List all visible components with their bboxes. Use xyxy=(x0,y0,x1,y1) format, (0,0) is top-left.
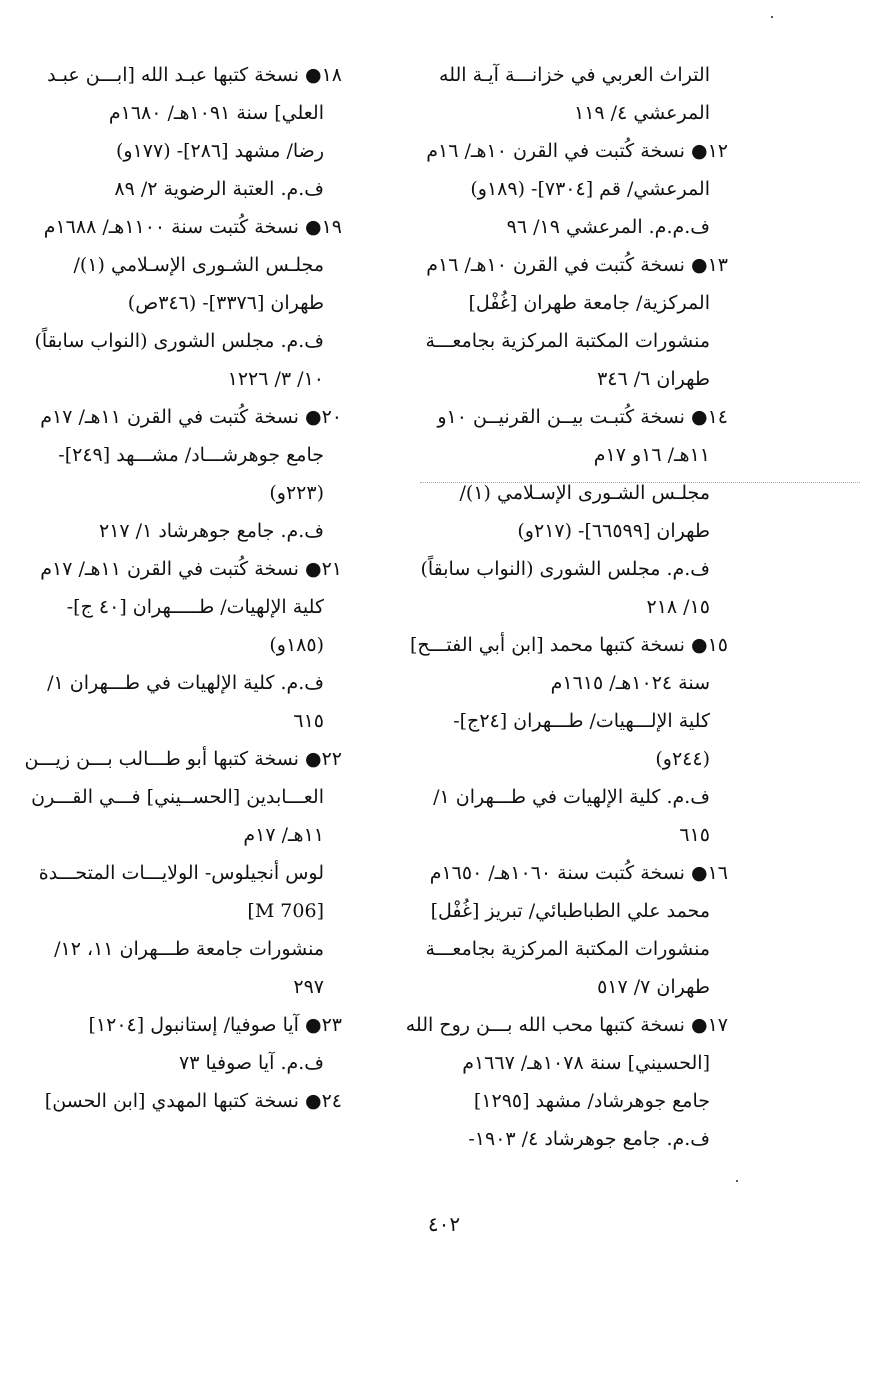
entry-detail-line: ف.م. مجلس الشورى (النواب سابقاً) xyxy=(34,330,324,352)
entry-detail-line: العلي] سنة ١٠٩١هـ/ ١٦٨٠م xyxy=(108,102,324,124)
entry-detail-line: ١١هـ/ ١٦و ١٧م xyxy=(593,444,710,466)
entry-heading-line: ١٢● نسخة كُتبت في القرن ١٠هـ/ ١٦م xyxy=(426,140,728,162)
page-number: ٤٠٢ xyxy=(427,1212,461,1236)
entry-heading-line: ٢١● نسخة كُتبت في القرن ١١هـ/ ١٧م xyxy=(40,558,342,580)
left-text-column xyxy=(24,56,342,1120)
entry-detail-line: كلية الإلهيات/ طـــــهران [٤٠ ج]- xyxy=(66,596,324,618)
entry-detail-line: العـــابدين [الحســيني] فـــي القـــرن xyxy=(31,786,324,808)
entry-detail-line: ف.م.م. المرعشي ١٩/ ٩٦ xyxy=(506,216,710,238)
entry-detail-line: منشورات المكتبة المركزية بجامعـــة xyxy=(425,938,710,960)
entry-detail-line: ١٠/ ٣/ ١٢٢٦ xyxy=(227,368,324,390)
entry-heading-line: ٢٣● آيا صوفيا/ إستانبول [١٢٠٤] xyxy=(88,1014,342,1036)
entry-detail-line: ١١هـ/ ١٧م xyxy=(243,824,324,846)
entry-heading-line: ١٦● نسخة كُتبت سنة ١٠٦٠هـ/ ١٦٥٠م xyxy=(429,862,728,884)
entry-detail-line: ٦١٥ xyxy=(293,710,324,732)
entry-detail-line: ف.م. العتبة الرضوية ٢/ ٨٩ xyxy=(114,178,324,200)
entry-heading-line: ٢٤● نسخة كتبها المهدي [ابن الحسن] xyxy=(44,1090,342,1112)
entry-detail-line: (٢٤٤و) xyxy=(655,748,710,770)
entry-detail-line: محمد علي الطباطبائي/ تبريز [غُفْل] xyxy=(430,900,710,922)
entry-detail-line: ف.م. جامع جوهرشاد ١/ ٢١٧ xyxy=(98,520,324,542)
scan-speck xyxy=(771,16,773,18)
entry-detail-line: [M 706] xyxy=(247,900,324,922)
entry-detail-line: التراث العربي في خزانـــة آيـة الله xyxy=(439,64,710,86)
entry-heading-line: ١٩● نسخة كُتبت سنة ١١٠٠هـ/ ١٦٨٨م xyxy=(43,216,342,238)
entry-detail-line: المرعشي/ قم [٧٣٠٤]- (١٨٩و) xyxy=(470,178,710,200)
entry-detail-line: ف.م. آيا صوفيا ٧٣ xyxy=(179,1052,324,1074)
entry-detail-line: طهران [٦٦٥٩٩]- (٢١٧و) xyxy=(517,520,710,542)
entry-detail-line: منشورات المكتبة المركزية بجامعـــة xyxy=(425,330,710,352)
entry-detail-line: المرعشي ٤/ ١١٩ xyxy=(574,102,710,124)
entry-detail-line: ف.م. مجلس الشورى (النواب سابقاً) xyxy=(420,558,710,580)
entry-detail-line: (١٨٥و) xyxy=(269,634,324,656)
entry-detail-line: طهران ٧/ ٥١٧ xyxy=(597,976,710,998)
entry-detail-line: ف.م. جامع جوهرشاد ٤/ ١٩٠٣- xyxy=(468,1128,710,1150)
entry-detail-line: مجلـس الشـورى الإسـلامي (١)/ xyxy=(459,482,710,504)
entry-detail-line: ٢٩٧ xyxy=(293,976,324,998)
entry-detail-line: ف.م. كلية الإلهيات في طـــهران ١/ xyxy=(47,672,324,694)
entry-heading-line: ١٧● نسخة كتبها محب الله بـــن روح الله xyxy=(405,1014,728,1036)
entry-detail-line: مجلـس الشـورى الإسـلامي (١)/ xyxy=(73,254,324,276)
entry-detail-line: منشورات جامعة طـــهران ١١، ١٢/ xyxy=(54,938,324,960)
entry-detail-line: طهران ٦/ ٣٤٦ xyxy=(597,368,710,390)
entry-detail-line: سنة ١٠٢٤هـ/ ١٦١٥م xyxy=(550,672,710,694)
entry-detail-line: المركزية/ جامعة طهران [غُفْل] xyxy=(468,292,710,314)
entry-detail-line: ٦١٥ xyxy=(679,824,710,846)
right-text-column xyxy=(405,56,728,1158)
entry-detail-line: جامع جوهرشـــاد/ مشـــهد [٢٤٩]- xyxy=(58,444,324,466)
entry-heading-line: ١٨● نسخة كتبها عبـد الله [ابـــن عبـد xyxy=(47,64,342,86)
entry-heading-line: ١٣● نسخة كُتبت في القرن ١٠هـ/ ١٦م xyxy=(426,254,728,276)
entry-detail-line: جامع جوهرشاد/ مشهد [١٢٩٥] xyxy=(473,1090,710,1112)
entry-detail-line: رضا/ مشهد [٢٨٦]- (١٧٧و) xyxy=(116,140,324,162)
entry-detail-line: [الحسيني] سنة ١٠٧٨هـ/ ١٦٦٧م xyxy=(462,1052,710,1074)
entry-detail-line: ١٥/ ٢١٨ xyxy=(646,596,710,618)
entry-detail-line: لوس أنجيلوس- الولايـــات المتحـــدة xyxy=(38,862,324,884)
dotted-scan-artifact xyxy=(420,482,860,484)
scan-speck xyxy=(736,1180,738,1182)
entry-heading-line: ٢٠● نسخة كُتبت في القرن ١١هـ/ ١٧م xyxy=(40,406,342,428)
entry-heading-line: ٢٢● نسخة كتبها أبو طـــالب بـــن زيـــن xyxy=(24,748,342,770)
entry-detail-line: كلية الإلـــهيات/ طـــهران [٢٤ج]- xyxy=(453,710,710,732)
entry-detail-line: ف.م. كلية الإلهيات في طـــهران ١/ xyxy=(433,786,710,808)
entry-heading-line: ١٤● نسخة كُتبـت بيــن القرنيــن ١٠و xyxy=(437,406,728,428)
entry-detail-line: (٢٢٣و) xyxy=(269,482,324,504)
entry-detail-line: طهران [٣٣٧٦]- (٣٤٦ص) xyxy=(127,292,324,314)
entry-heading-line: ١٥● نسخة كتبها محمد [ابن أبي الفتـــح] xyxy=(409,634,728,656)
